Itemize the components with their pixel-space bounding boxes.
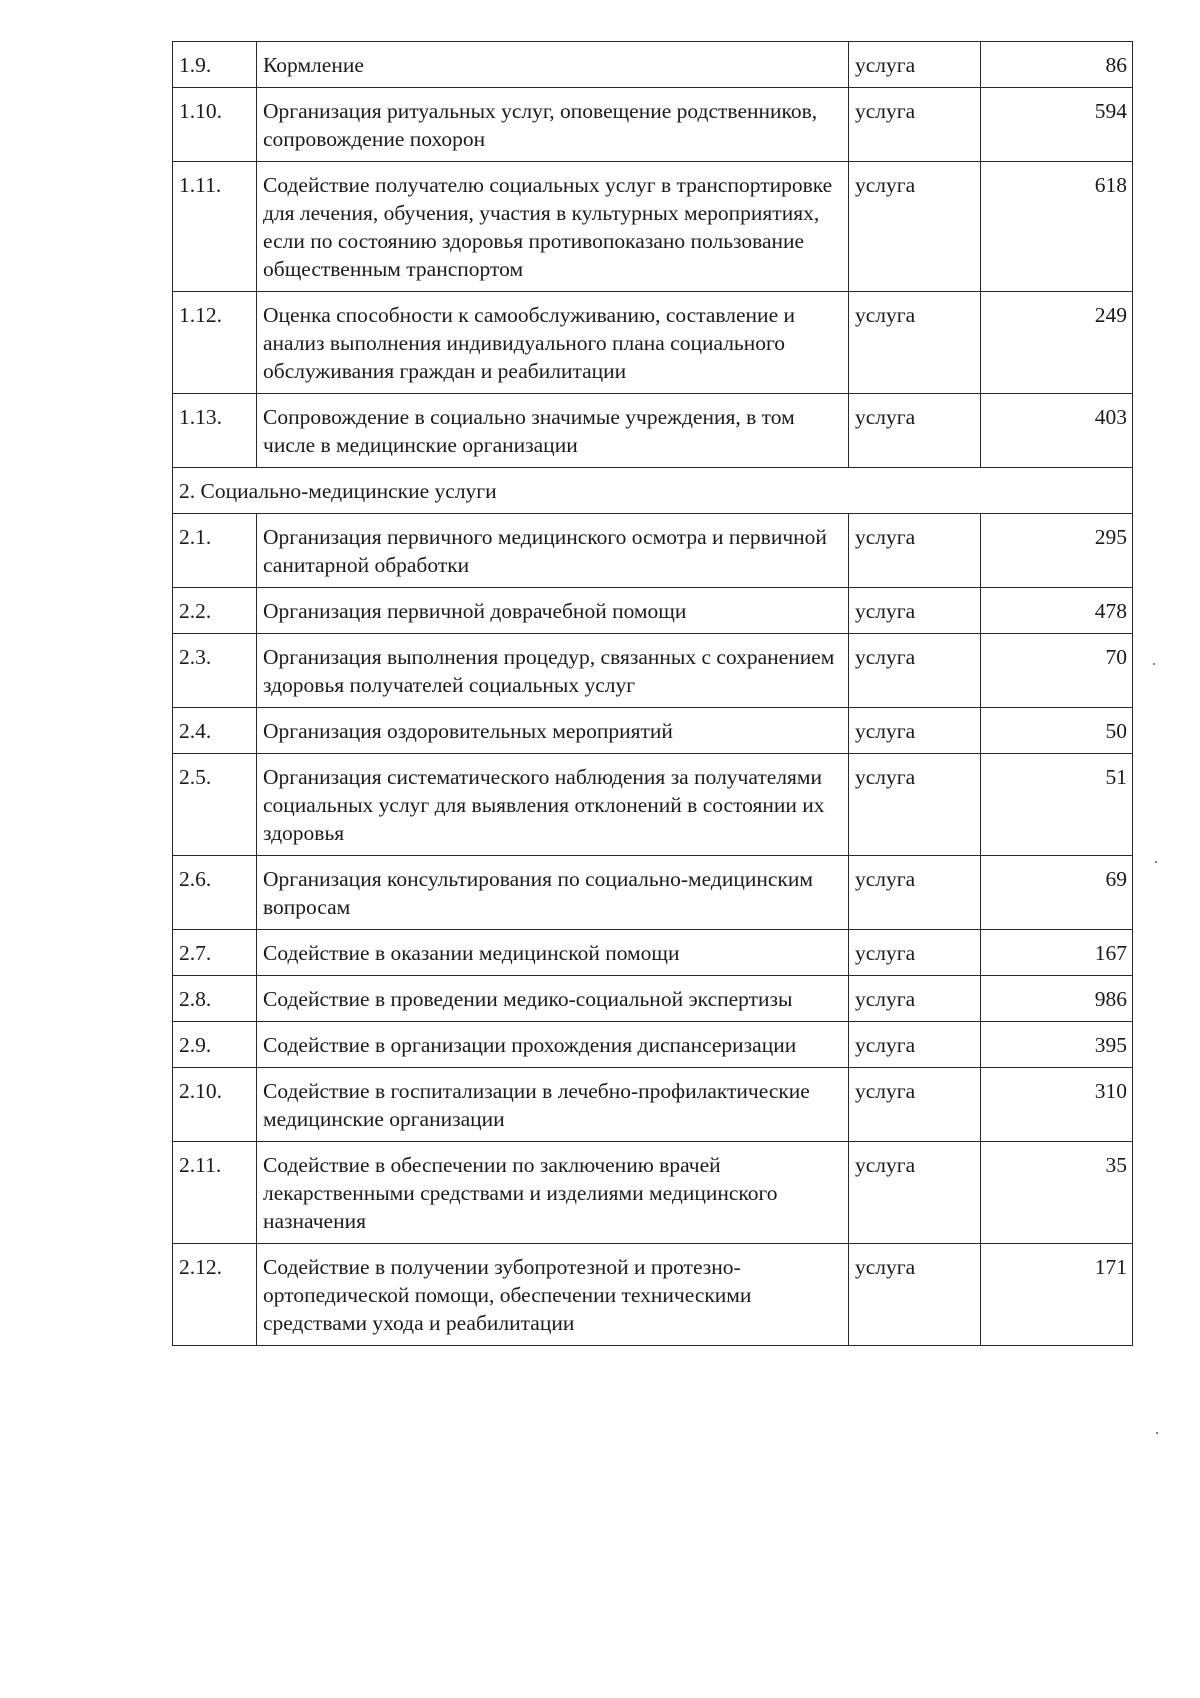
row-number: 1.13. bbox=[173, 394, 257, 468]
scan-speck bbox=[1156, 1432, 1158, 1434]
service-name: Содействие в получении зубопротезной и протезно-ортопедической помощи, обеспечении техническими средствами ухода и реабилитации bbox=[257, 1244, 849, 1346]
service-name: Содействие в оказании медицинской помощи bbox=[257, 930, 849, 976]
service-name: Организация ритуальных услуг, оповещение родственников, сопровождение похорон bbox=[257, 88, 849, 162]
service-name: Организация систематического наблюдения за получателями социальных услуг для выявления отклонений в состоянии их здоровья bbox=[257, 754, 849, 856]
service-price: 395 bbox=[981, 1022, 1133, 1068]
table-row bbox=[173, 1068, 1133, 1142]
scan-speck bbox=[1153, 663, 1155, 665]
unit-of-measure: услуга bbox=[849, 394, 981, 468]
row-number: 2.6. bbox=[173, 856, 257, 930]
service-price: 69 bbox=[981, 856, 1133, 930]
table-row bbox=[173, 42, 1133, 88]
table-row bbox=[173, 976, 1133, 1022]
row-number: 2.10. bbox=[173, 1068, 257, 1142]
table-row bbox=[173, 88, 1133, 162]
scan-speck bbox=[1155, 861, 1157, 863]
table-row bbox=[173, 856, 1133, 930]
row-number: 2.12. bbox=[173, 1244, 257, 1346]
service-price: 310 bbox=[981, 1068, 1133, 1142]
section-row bbox=[173, 468, 1133, 514]
unit-of-measure: услуга bbox=[849, 634, 981, 708]
unit-of-measure: услуга bbox=[849, 88, 981, 162]
service-name: Содействие в обеспечении по заключению врачей лекарственными средствами и изделиями медицинского назначения bbox=[257, 1142, 849, 1244]
service-name: Организация консультирования по социально-медицинским вопросам bbox=[257, 856, 849, 930]
row-number: 1.11. bbox=[173, 162, 257, 292]
service-price: 618 bbox=[981, 162, 1133, 292]
service-name: Содействие в проведении медико-социальной экспертизы bbox=[257, 976, 849, 1022]
service-name: Организация выполнения процедур, связанных с сохранением здоровья получателей социальных услуг bbox=[257, 634, 849, 708]
unit-of-measure: услуга bbox=[849, 976, 981, 1022]
unit-of-measure: услуга bbox=[849, 1244, 981, 1346]
service-name: Содействие получателю социальных услуг в транспортировке для лечения, обучения, участия в культурных мероприятиях, если по состоянию здоровья противопоказано пользование общественным транспортом bbox=[257, 162, 849, 292]
service-name: Организация первичной доврачебной помощи bbox=[257, 588, 849, 634]
service-name: Сопровождение в социально значимые учреждения, в том числе в медицинские организации bbox=[257, 394, 849, 468]
row-number: 1.10. bbox=[173, 88, 257, 162]
unit-of-measure: услуга bbox=[849, 930, 981, 976]
service-name: Организация оздоровительных мероприятий bbox=[257, 708, 849, 754]
service-price: 35 bbox=[981, 1142, 1133, 1244]
service-price: 478 bbox=[981, 588, 1133, 634]
table-row bbox=[173, 634, 1133, 708]
table-body-part-2 bbox=[173, 514, 1133, 1346]
service-name: Оценка способности к самообслуживанию, составление и анализ выполнения индивидуального плана социального обслуживания граждан и реабилитации bbox=[257, 292, 849, 394]
service-price: 403 bbox=[981, 394, 1133, 468]
table-row bbox=[173, 394, 1133, 468]
row-number: 1.9. bbox=[173, 42, 257, 88]
unit-of-measure: услуга bbox=[849, 1022, 981, 1068]
table-body-part-1 bbox=[173, 42, 1133, 468]
table-row bbox=[173, 514, 1133, 588]
section-heading-body bbox=[173, 468, 1133, 514]
service-price: 594 bbox=[981, 88, 1133, 162]
service-price: 295 bbox=[981, 514, 1133, 588]
table-row bbox=[173, 1244, 1133, 1346]
table-row bbox=[173, 1142, 1133, 1244]
row-number: 2.7. bbox=[173, 930, 257, 976]
row-number: 1.12. bbox=[173, 292, 257, 394]
unit-of-measure: услуга bbox=[849, 292, 981, 394]
table-row bbox=[173, 162, 1133, 292]
table-row bbox=[173, 708, 1133, 754]
section-title: 2. Социально-медицинские услуги bbox=[173, 468, 1133, 514]
unit-of-measure: услуга bbox=[849, 42, 981, 88]
service-name: Содействие в госпитализации в лечебно-профилактические медицинские организации bbox=[257, 1068, 849, 1142]
table-row bbox=[173, 754, 1133, 856]
row-number: 2.11. bbox=[173, 1142, 257, 1244]
service-price: 986 bbox=[981, 976, 1133, 1022]
unit-of-measure: услуга bbox=[849, 162, 981, 292]
unit-of-measure: услуга bbox=[849, 754, 981, 856]
unit-of-measure: услуга bbox=[849, 588, 981, 634]
row-number: 2.2. bbox=[173, 588, 257, 634]
row-number: 2.8. bbox=[173, 976, 257, 1022]
service-name: Кормление bbox=[257, 42, 849, 88]
service-name: Содействие в организации прохождения диспансеризации bbox=[257, 1022, 849, 1068]
table-row bbox=[173, 930, 1133, 976]
service-price: 51 bbox=[981, 754, 1133, 856]
row-number: 2.9. bbox=[173, 1022, 257, 1068]
service-price: 249 bbox=[981, 292, 1133, 394]
service-price: 70 bbox=[981, 634, 1133, 708]
service-price: 50 bbox=[981, 708, 1133, 754]
service-price: 167 bbox=[981, 930, 1133, 976]
services-price-table bbox=[172, 41, 1133, 1346]
row-number: 2.3. bbox=[173, 634, 257, 708]
table-row bbox=[173, 1022, 1133, 1068]
row-number: 2.4. bbox=[173, 708, 257, 754]
unit-of-measure: услуга bbox=[849, 1068, 981, 1142]
unit-of-measure: услуга bbox=[849, 856, 981, 930]
service-price: 171 bbox=[981, 1244, 1133, 1346]
unit-of-measure: услуга bbox=[849, 1142, 981, 1244]
row-number: 2.1. bbox=[173, 514, 257, 588]
unit-of-measure: услуга bbox=[849, 514, 981, 588]
service-price: 86 bbox=[981, 42, 1133, 88]
service-name: Организация первичного медицинского осмотра и первичной санитарной обработки bbox=[257, 514, 849, 588]
row-number: 2.5. bbox=[173, 754, 257, 856]
table-row bbox=[173, 292, 1133, 394]
table-row bbox=[173, 588, 1133, 634]
unit-of-measure: услуга bbox=[849, 708, 981, 754]
